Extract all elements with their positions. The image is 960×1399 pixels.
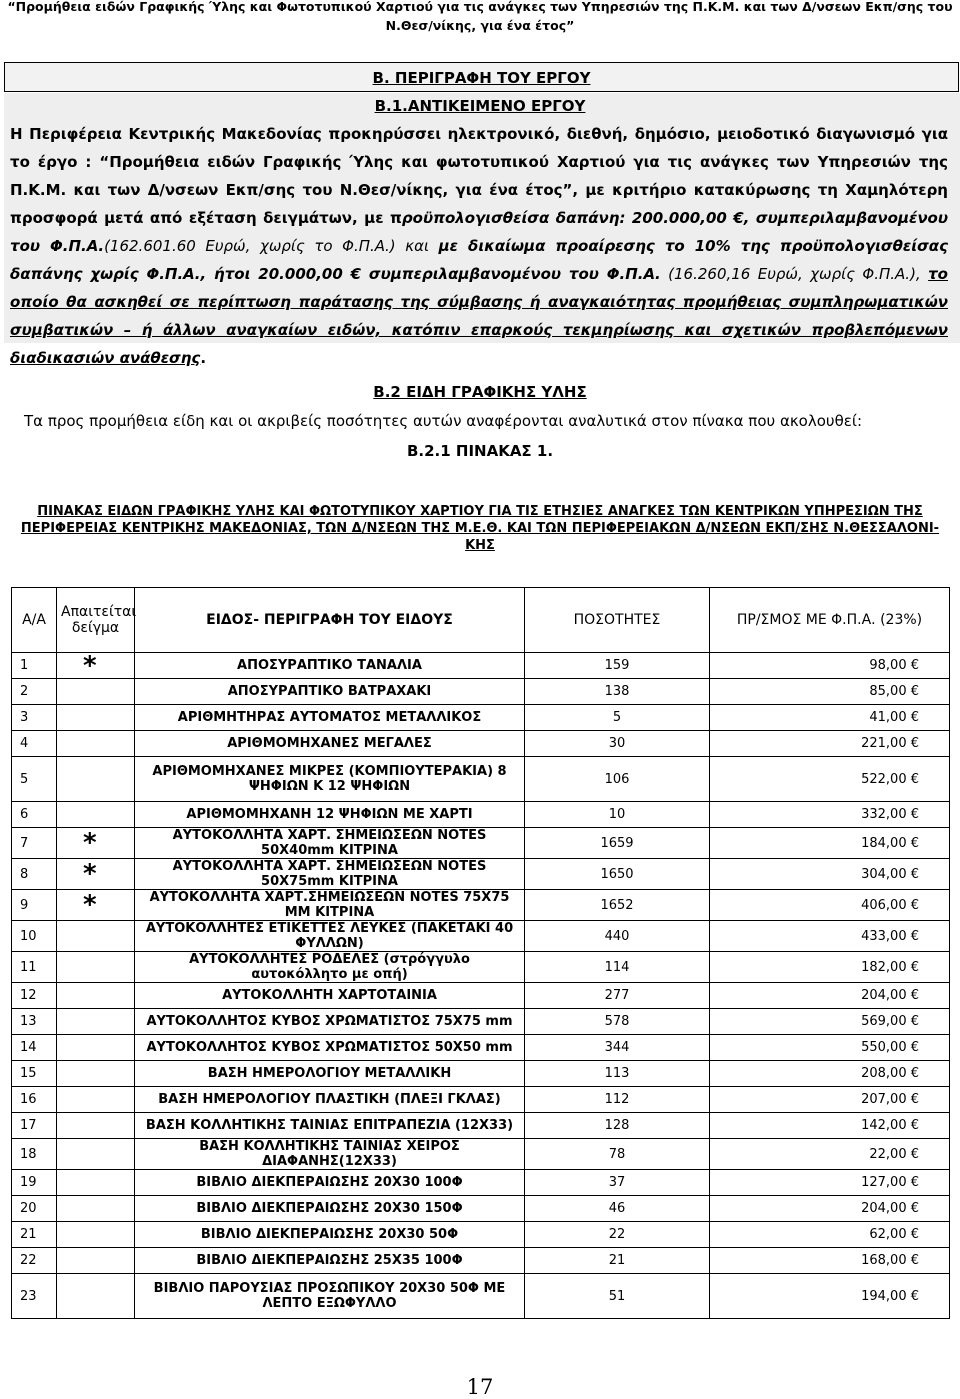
row-number: 14 bbox=[12, 1035, 57, 1061]
item-budget: 433,00 € bbox=[710, 921, 950, 952]
sample-required-mark bbox=[57, 1035, 135, 1061]
sample-required-mark bbox=[57, 1009, 135, 1035]
table-row bbox=[12, 653, 950, 679]
table-row bbox=[12, 1170, 950, 1196]
item-description: ΒΑΣΗ ΗΜΕΡΟΛΟΓΙΟΥ ΠΛΑΣΤΙΚΗ (ΠΛΕΞΙ ΓΚΛΑΣ) bbox=[135, 1087, 525, 1113]
sample-required-mark bbox=[57, 921, 135, 952]
header-description: ΕΙΔΟΣ- ΠΕΡΙΓΡΑΦΗ ΤΟΥ ΕΙΔΟΥΣ bbox=[135, 588, 525, 653]
table-row bbox=[12, 731, 950, 757]
table-row bbox=[12, 890, 950, 921]
table-row bbox=[12, 1196, 950, 1222]
row-number: 9 bbox=[12, 890, 57, 921]
table-row bbox=[12, 1274, 950, 1319]
table-row bbox=[12, 757, 950, 802]
item-description: ΑΥΤΟΚΟΛΛΗΤΗ ΧΑΡΤΟΤΑΙΝΙΑ bbox=[135, 983, 525, 1009]
item-quantity: 22 bbox=[525, 1222, 710, 1248]
item-description: ΑΡΙΘΜΗΤΗΡΑΣ ΑΥΤΟΜΑΤΟΣ ΜΕΤΑΛΛΙΚΟΣ bbox=[135, 705, 525, 731]
header-price: ΠΡ/ΣΜΟΣ ΜΕ Φ.Π.Α. (23%) bbox=[710, 588, 950, 653]
sample-required-mark: * bbox=[57, 859, 135, 890]
sample-required-mark bbox=[57, 802, 135, 828]
item-quantity: 277 bbox=[525, 983, 710, 1009]
item-budget: 41,00 € bbox=[710, 705, 950, 731]
item-quantity: 1652 bbox=[525, 890, 710, 921]
table-row bbox=[12, 1139, 950, 1170]
row-number: 5 bbox=[12, 757, 57, 802]
item-budget: 182,00 € bbox=[710, 952, 950, 983]
page-number: 17 bbox=[466, 1375, 494, 1399]
item-budget: 168,00 € bbox=[710, 1248, 950, 1274]
table-row bbox=[12, 1035, 950, 1061]
paragraph-part-4: με δικαίωμα προαίρεσης το 10% της προϋπολογισθείσας δαπάνης χωρίς Φ.Π.Α., ήτοι 20.000,00 € συμπεριλαμβανομένου του Φ.Π.Α. bbox=[10, 237, 948, 283]
item-budget: 304,00 € bbox=[710, 859, 950, 890]
item-quantity: 78 bbox=[525, 1139, 710, 1170]
table-row bbox=[12, 921, 950, 952]
item-budget: 207,00 € bbox=[710, 1087, 950, 1113]
item-quantity: 112 bbox=[525, 1087, 710, 1113]
items-table bbox=[11, 587, 950, 1319]
item-quantity: 46 bbox=[525, 1196, 710, 1222]
item-budget: 184,00 € bbox=[710, 828, 950, 859]
item-description: ΒΑΣΗ ΚΟΛΛΗΤΙΚΗΣ ΤΑΙΝΙΑΣ ΕΠΙΤΡΑΠΕΖΙΑ (12Χ33) bbox=[135, 1113, 525, 1139]
section-b1-paragraph bbox=[10, 120, 948, 372]
row-number: 17 bbox=[12, 1113, 57, 1139]
item-quantity: 21 bbox=[525, 1248, 710, 1274]
item-budget: 221,00 € bbox=[710, 731, 950, 757]
item-quantity: 128 bbox=[525, 1113, 710, 1139]
item-budget: 208,00 € bbox=[710, 1061, 950, 1087]
item-budget: 127,00 € bbox=[710, 1170, 950, 1196]
item-quantity: 5 bbox=[525, 705, 710, 731]
table-row bbox=[12, 705, 950, 731]
item-budget: 22,00 € bbox=[710, 1139, 950, 1170]
table-row bbox=[12, 952, 950, 983]
item-budget: 522,00 € bbox=[710, 757, 950, 802]
item-quantity: 138 bbox=[525, 679, 710, 705]
item-quantity: 10 bbox=[525, 802, 710, 828]
table-row bbox=[12, 859, 950, 890]
item-budget: 406,00 € bbox=[710, 890, 950, 921]
item-quantity: 114 bbox=[525, 952, 710, 983]
item-quantity: 578 bbox=[525, 1009, 710, 1035]
item-quantity: 30 bbox=[525, 731, 710, 757]
item-budget: 85,00 € bbox=[710, 679, 950, 705]
table-row bbox=[12, 1222, 950, 1248]
item-quantity: 51 bbox=[525, 1274, 710, 1319]
sample-required-mark bbox=[57, 1061, 135, 1087]
sample-required-mark bbox=[57, 679, 135, 705]
item-description: ΑΥΤΟΚΟΛΛΗΤΑ ΧΑΡΤ. ΣΗΜΕΙΩΣΕΩΝ NOTES 50Χ75mm ΚΙΤΡΙΝΑ bbox=[135, 859, 525, 890]
table-row bbox=[12, 679, 950, 705]
item-description: ΒΑΣΗ ΗΜΕΡΟΛΟΓΙΟΥ ΜΕΤΑΛΛΙΚΗ bbox=[135, 1061, 525, 1087]
sample-required-mark bbox=[57, 1222, 135, 1248]
item-description: ΑΥΤΟΚΟΛΛΗΤΕΣ ΕΤΙΚΕΤΤΕΣ ΛΕΥΚΕΣ (ΠΑΚΕΤΑΚΙ 40 ΦΥΛΛΩΝ) bbox=[135, 921, 525, 952]
section-b2-text: Τα προς προμήθεια είδη και οι ακριβείς ποσότητες αυτών αναφέρονται αναλυτικά στον πίνακα που ακολουθεί: bbox=[24, 412, 862, 430]
item-description: ΑΡΙΘΜΟΜΗΧΑΝΗ 12 ΨΗΦΙΩΝ ΜΕ ΧΑΡΤΙ bbox=[135, 802, 525, 828]
item-description: ΒΑΣΗ ΚΟΛΛΗΤΙΚΗΣ ΤΑΙΝΙΑΣ ΧΕΙΡΟΣ ΔΙΑΦΑΝΗΣ(12Χ33) bbox=[135, 1139, 525, 1170]
row-number: 13 bbox=[12, 1009, 57, 1035]
item-quantity: 37 bbox=[525, 1170, 710, 1196]
row-number: 7 bbox=[12, 828, 57, 859]
item-budget: 62,00 € bbox=[710, 1222, 950, 1248]
row-number: 8 bbox=[12, 859, 57, 890]
item-quantity: 1650 bbox=[525, 859, 710, 890]
table-row bbox=[12, 828, 950, 859]
section-b21-title: Β.2.1 ΠΙΝΑΚΑΣ 1. bbox=[406, 442, 554, 460]
table-body bbox=[12, 650, 950, 1319]
item-quantity: 440 bbox=[525, 921, 710, 952]
table-row bbox=[12, 1009, 950, 1035]
row-number: 16 bbox=[12, 1087, 57, 1113]
sample-required-mark bbox=[57, 757, 135, 802]
item-description: ΒΙΒΛΙΟ ΔΙΕΚΠΕΡΑΙΩΣΗΣ 25Χ35 100Φ bbox=[135, 1248, 525, 1274]
sample-required-mark bbox=[57, 731, 135, 757]
item-budget: 194,00 € bbox=[710, 1274, 950, 1319]
item-description: ΒΙΒΛΙΟ ΔΙΕΚΠΕΡΑΙΩΣΗΣ 20Χ30 150Φ bbox=[135, 1196, 525, 1222]
document-header-line-2: Ν.Θεσ/νίκης, για ένα έτος” bbox=[385, 18, 575, 33]
section-b2-title: Β.2 ΕΙΔΗ ΓΡΑΦΙΚΗΣ ΥΛΗΣ bbox=[373, 383, 587, 401]
item-budget: 569,00 € bbox=[710, 1009, 950, 1035]
section-b-box bbox=[4, 62, 959, 92]
item-budget: 550,00 € bbox=[710, 1035, 950, 1061]
item-description: ΑΥΤΟΚΟΛΛΗΤΟΣ ΚΥΒΟΣ ΧΡΩΜΑΤΙΣΤΟΣ 50Χ50 mm bbox=[135, 1035, 525, 1061]
row-number: 3 bbox=[12, 705, 57, 731]
item-description: ΑΥΤΟΚΟΛΛΗΤΑ ΧΑΡΤ. ΣΗΜΕΙΩΣΕΩΝ NOTES 50Χ40mm ΚΙΤΡΙΝΑ bbox=[135, 828, 525, 859]
paragraph-part-6: το οποίο θα ασκηθεί σε περίπτωση παράτασης της σύμβασης ή αναγκαιότητας προμήθειας συμπληρωματικών συμβατικών – ή άλλων αναγκαίων ειδών, κατόπιν επαρκούς τεκμηρίωσης και σχετικών προβλεπόμενων διαδικασιών ανάθεσης bbox=[10, 265, 948, 367]
item-description: ΑΥΤΟΚΟΛΛΗΤΕΣ ΡΟΔΕΛΕΣ (στρόγγυλο αυτοκόλλητο με οπή) bbox=[135, 952, 525, 983]
row-number: 19 bbox=[12, 1170, 57, 1196]
sample-required-mark bbox=[57, 1274, 135, 1319]
paragraph-part-2: ροϋπολογισθείσα δαπάνη: 200.000,00 €, συμπεριλαμβανομένου του Φ.Π.Α. bbox=[10, 209, 948, 255]
sample-required-mark bbox=[57, 1170, 135, 1196]
section-b-title: Β. ΠΕΡΙΓΡΑΦΗ ΤΟΥ ΕΡΓΟΥ bbox=[372, 69, 591, 87]
paragraph-part-3: (162.601.60 Ευρώ, χωρίς το Φ.Π.Α.) και bbox=[104, 237, 439, 255]
item-description: ΑΡΙΘΜΟΜΗΧΑΝΕΣ ΜΙΚΡΕΣ (ΚΟΜΠΙΟΥΤΕΡΑΚΙΑ) 8 ΨΗΦΙΩΝ Κ 12 ΨΗΦΙΩΝ bbox=[135, 757, 525, 802]
header-quantity: ΠΟΣΟΤΗΤΕΣ bbox=[525, 588, 710, 653]
item-description: ΒΙΒΛΙΟ ΠΑΡΟΥΣΙΑΣ ΠΡΟΣΩΠΙΚΟΥ 20Χ30 50Φ ΜΕ ΛΕΠΤΟ ΕΞΩΦΥΛΛΟ bbox=[135, 1274, 525, 1319]
table-row bbox=[12, 1087, 950, 1113]
paragraph-part-1: Η Περιφέρεια Κεντρικής Μακεδονίας προκηρύσσει ηλεκτρονικό, διεθνή, δημόσιο, μειοδοτικό διαγωνισμό για το έργο : “Προμήθεια ειδών Γραφικής Ύλης και φωτοτυπικού Χαρτιού για τις ανάγκες των Υπηρεσιών της Π.Κ.Μ. και των Δ/νσεων Εκπ/σης του Ν.Θεσ/νίκης, για ένα έτος”, με κριτήριο κατακύρωσης τη Χαμηλότερη προσφορά μετά από εξέταση δειγμάτων, με π bbox=[10, 125, 948, 227]
row-number: 21 bbox=[12, 1222, 57, 1248]
row-number: 1 bbox=[12, 653, 57, 679]
table-row bbox=[12, 1113, 950, 1139]
row-number: 6 bbox=[12, 802, 57, 828]
item-quantity: 1659 bbox=[525, 828, 710, 859]
table-header-row bbox=[12, 588, 950, 653]
sample-required-mark bbox=[57, 1248, 135, 1274]
table-title: ΠΙΝΑΚΑΣ ΕΙΔΩΝ ΓΡΑΦΙΚΗΣ ΥΛΗΣ ΚΑΙ ΦΩΤΟΤΥΠΙΚΟΥ ΧΑΡΤΙΟΥ ΓΙΑ ΤΙΣ ΕΤΗΣΙΕΣ ΑΝΑΓΚΕΣ ΤΩΝ ΚΕΝΤΡΙΚΩΝ ΥΠΗΡΕΣΙΩΝ ΤΗΣ ΠΕΡΙΦΕΡΕΙΑΣ ΚΕΝΤΡΙΚΗΣ ΜΑΚΕΔΟΝΙΑΣ, ΤΩΝ Δ/ΝΣΕΩΝ ΤΗΣ Μ.Ε.Θ. ΚΑΙ ΤΩΝ ΠΕΡΙΦΕΡΕΙΑΚΩΝ Δ/ΝΣΕΩΝ ΕΚΠ/ΣΗΣ Ν.ΘΕΣΣΑΛΟΝΙ-ΚΗΣ bbox=[20, 504, 940, 553]
item-description: ΒΙΒΛΙΟ ΔΙΕΚΠΕΡΑΙΩΣΗΣ 20Χ30 100Φ bbox=[135, 1170, 525, 1196]
header-sample: Απαιτείται δείγμα bbox=[57, 588, 135, 653]
item-quantity: 113 bbox=[525, 1061, 710, 1087]
row-number: 22 bbox=[12, 1248, 57, 1274]
row-number: 23 bbox=[12, 1274, 57, 1319]
item-description: ΑΠΟΣΥΡΑΠΤΙΚΟ ΒΑΤΡΑΧΑΚΙ bbox=[135, 679, 525, 705]
item-budget: 332,00 € bbox=[710, 802, 950, 828]
item-quantity: 344 bbox=[525, 1035, 710, 1061]
row-number: 11 bbox=[12, 952, 57, 983]
row-number: 4 bbox=[12, 731, 57, 757]
sample-required-mark bbox=[57, 1196, 135, 1222]
sample-required-mark bbox=[57, 952, 135, 983]
row-number: 18 bbox=[12, 1139, 57, 1170]
sample-required-mark bbox=[57, 983, 135, 1009]
sample-required-mark bbox=[57, 1113, 135, 1139]
row-number: 20 bbox=[12, 1196, 57, 1222]
paragraph-part-5: (16.260,16 Ευρώ, χωρίς Φ.Π.Α.), bbox=[660, 265, 929, 283]
item-budget: 98,00 € bbox=[710, 653, 950, 679]
item-budget: 204,00 € bbox=[710, 983, 950, 1009]
sample-required-mark: * bbox=[57, 828, 135, 859]
sample-required-mark: * bbox=[57, 890, 135, 921]
item-budget: 142,00 € bbox=[710, 1113, 950, 1139]
header-aa: Α/Α bbox=[12, 588, 57, 653]
item-description: ΑΠΟΣΥΡΑΠΤΙΚΟ ΤΑΝΑΛΙΑ bbox=[135, 653, 525, 679]
item-quantity: 106 bbox=[525, 757, 710, 802]
item-quantity: 159 bbox=[525, 653, 710, 679]
table-row bbox=[12, 802, 950, 828]
document-header-line-1: “Προμήθεια ειδών Γραφικής Ύλης και Φωτοτυπικού Χαρτιού για τις ανάγκες των Υπηρεσιών της Π.Κ.Μ. και των Δ/νσεων Εκπ/σης του bbox=[7, 0, 953, 14]
table-row bbox=[12, 1061, 950, 1087]
item-description: ΒΙΒΛΙΟ ΔΙΕΚΠΕΡΑΙΩΣΗΣ 20Χ30 50Φ bbox=[135, 1222, 525, 1248]
row-number: 2 bbox=[12, 679, 57, 705]
sample-required-mark bbox=[57, 705, 135, 731]
row-number: 10 bbox=[12, 921, 57, 952]
item-description: ΑΥΤΟΚΟΛΛΗΤΑ ΧΑΡΤ.ΣΗΜΕΙΩΣΕΩΝ NOTES 75Χ75 ΜΜ ΚΙΤΡΙΝΑ bbox=[135, 890, 525, 921]
item-budget: 204,00 € bbox=[710, 1196, 950, 1222]
item-description: ΑΡΙΘΜΟΜΗΧΑΝΕΣ ΜΕΓΑΛΕΣ bbox=[135, 731, 525, 757]
table-row bbox=[12, 1248, 950, 1274]
item-description: ΑΥΤΟΚΟΛΛΗΤΟΣ ΚΥΒΟΣ ΧΡΩΜΑΤΙΣΤΟΣ 75Χ75 mm bbox=[135, 1009, 525, 1035]
row-number: 15 bbox=[12, 1061, 57, 1087]
section-b1-title: Β.1.ΑΝΤΙΚΕΙΜΕΝΟ ΕΡΓΟΥ bbox=[374, 97, 586, 115]
sample-required-mark bbox=[57, 1139, 135, 1170]
sample-required-mark bbox=[57, 1087, 135, 1113]
row-number: 12 bbox=[12, 983, 57, 1009]
table-row bbox=[12, 983, 950, 1009]
paragraph-part-7: . bbox=[200, 349, 207, 367]
sample-required-mark: * bbox=[57, 653, 135, 679]
